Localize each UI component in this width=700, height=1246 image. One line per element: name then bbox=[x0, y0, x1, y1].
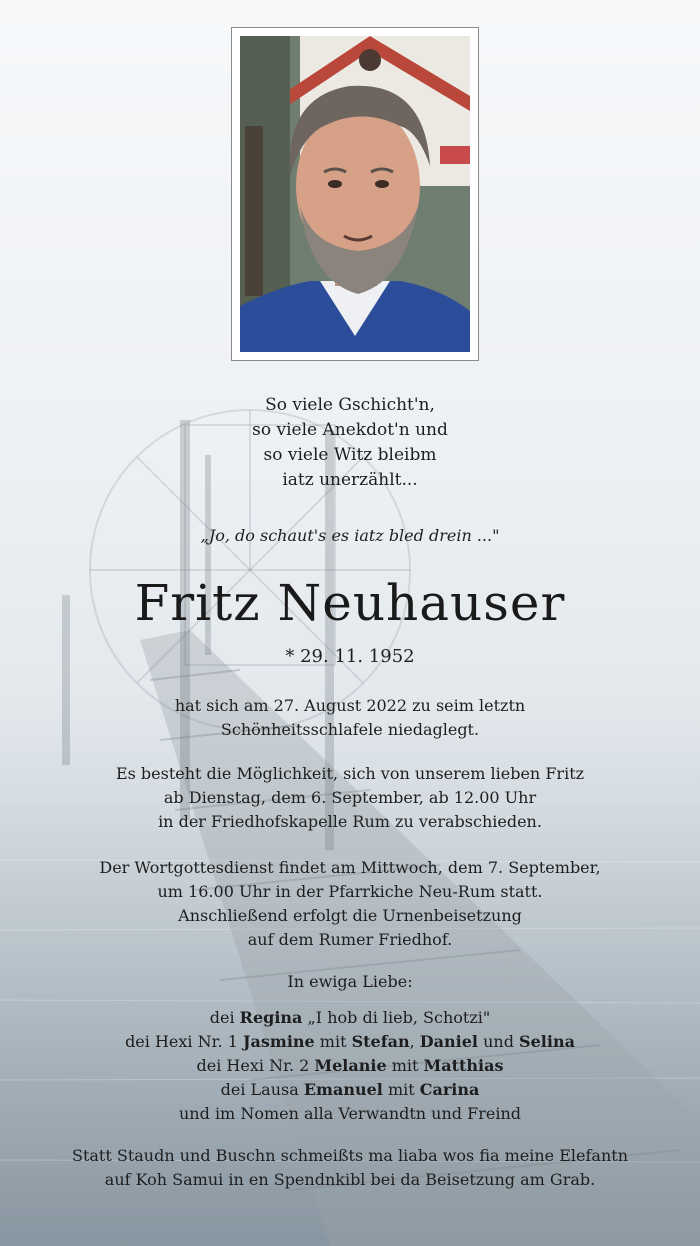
deceased-name: Fritz Neuhauser bbox=[134, 574, 566, 632]
text-line: Es besteht die Möglichkeit, sich von unserem lieben Fritz bbox=[115, 764, 585, 783]
text-line: Anschließend erfolgt die Urnenbeisetzung bbox=[178, 906, 522, 925]
mourner-name: Melanie bbox=[314, 1056, 387, 1075]
mourner-name: Jasmine bbox=[242, 1032, 315, 1051]
text-line: um 16.00 Uhr in der Pfarrkiche Neu-Rum statt. bbox=[157, 882, 543, 901]
verse bbox=[0, 393, 700, 493]
birth-date: * 29. 11. 1952 bbox=[285, 646, 415, 667]
text-line: hat sich am 27. August 2022 zu seim letztn bbox=[174, 696, 526, 715]
text: und bbox=[478, 1032, 520, 1051]
mourner-name: Emanuel bbox=[303, 1080, 383, 1099]
verse-line: so viele Anekdot'n und bbox=[252, 420, 448, 440]
mourner-name: Stefan bbox=[351, 1032, 410, 1051]
text: dei Hexi Nr. 2 bbox=[196, 1056, 315, 1075]
text-line: in der Friedhofskapelle Rum zu verabschieden. bbox=[158, 812, 542, 831]
text: mit bbox=[386, 1056, 424, 1075]
text: dei Lausa bbox=[220, 1080, 304, 1099]
text-line: Der Wortgottesdienst findet am Mittwoch, dem 7. September, bbox=[99, 858, 601, 877]
farewell-info bbox=[0, 762, 700, 834]
verse-line: So viele Gschicht'n, bbox=[265, 395, 435, 415]
quote: „Jo, do schaut's es iatz bled drein ..." bbox=[200, 526, 500, 545]
text: mit bbox=[314, 1032, 352, 1051]
portrait-frame bbox=[231, 27, 479, 361]
portrait-illustration bbox=[240, 36, 470, 352]
text: , bbox=[409, 1032, 420, 1051]
service-info bbox=[0, 856, 700, 952]
mourner-name: Daniel bbox=[419, 1032, 479, 1051]
mourner-line bbox=[0, 1006, 700, 1030]
text: „I hob di lieb, Schotzi" bbox=[302, 1008, 491, 1027]
text-line: auf dem Rumer Friedhof. bbox=[247, 930, 453, 949]
mourner-name: Matthias bbox=[423, 1056, 504, 1075]
text-line: auf Koh Samui in en Spendnkibl bei da Beisetzung am Grab. bbox=[104, 1170, 596, 1189]
mourner-line bbox=[0, 1030, 700, 1054]
text: dei bbox=[209, 1008, 240, 1027]
love-heading: In ewiga Liebe: bbox=[287, 972, 413, 991]
mourner-line bbox=[0, 1054, 700, 1078]
closing-note bbox=[0, 1144, 700, 1192]
mourner-line bbox=[0, 1078, 700, 1102]
text: dei Hexi Nr. 1 bbox=[125, 1032, 243, 1051]
mourner-line: und im Nomen alla Verwandtn und Freind bbox=[179, 1104, 521, 1123]
mourners-list bbox=[0, 1006, 700, 1126]
verse-line: so viele Witz bleibm bbox=[263, 445, 437, 465]
text-line: Statt Staudn und Buschn schmeißts ma liaba wos fia meine Elefantn bbox=[72, 1146, 628, 1165]
verse-line: iatz unerzählt... bbox=[282, 470, 418, 490]
text-line: ab Dienstag, dem 6. September, ab 12.00 Uhr bbox=[163, 788, 537, 807]
portrait-photo bbox=[240, 36, 470, 352]
mourner-name: Carina bbox=[419, 1080, 480, 1099]
death-announcement bbox=[0, 694, 700, 742]
text: mit bbox=[382, 1080, 420, 1099]
text-line: Schönheitsschlafele niedaglegt. bbox=[220, 720, 480, 739]
mourner-name: Selina bbox=[519, 1032, 575, 1051]
mourner-name: Regina bbox=[239, 1008, 303, 1027]
